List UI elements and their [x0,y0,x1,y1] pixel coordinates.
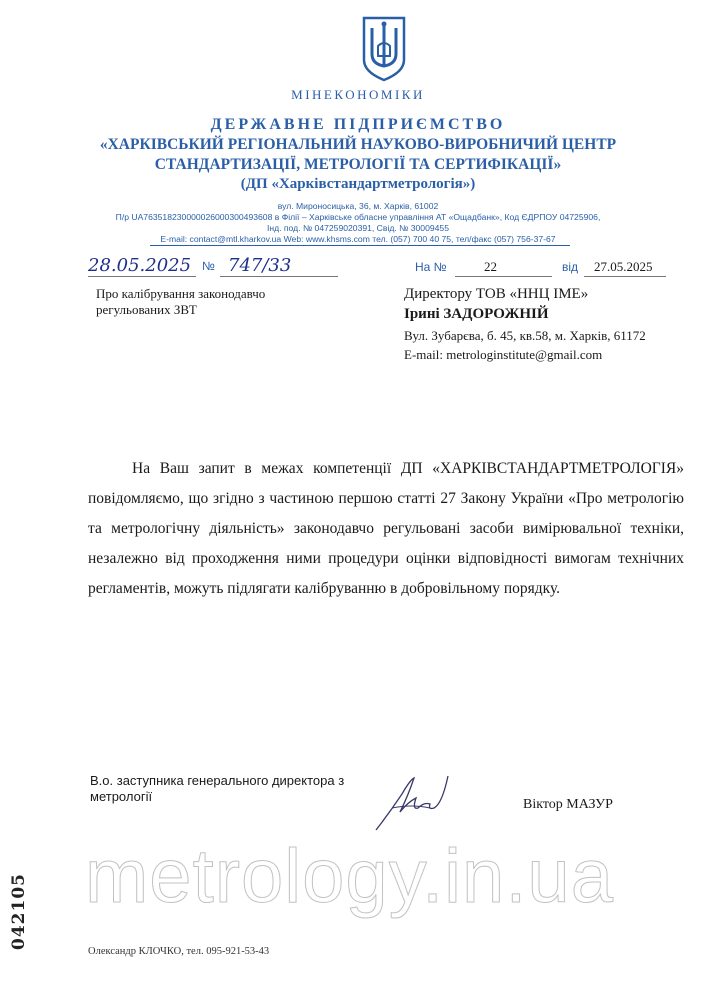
outgoing-date-underline [88,276,196,277]
outgoing-number-label: № [202,259,215,273]
incoming-number-underline [455,276,552,277]
signatory-position: В.о. заступника генерального директора з метрології [90,773,345,804]
incoming-date: 27.05.2025 [594,259,653,274]
requisites-tax: Інд. под. № 047259020391, Свід. № 30009455 [266,223,449,233]
org-title-line-3: СТАНДАРТИЗАЦІЇ, МЕТРОЛОГІЇ ТА СЕРТИФІКАЦІЇ» [154,156,562,173]
letter-body [88,454,684,604]
requisites-address: вул. Мироносицька, 36, м. Харків, 61002 [277,201,439,211]
coat-of-arms-icon [360,14,408,82]
incoming-number-label: На № [415,260,447,274]
signatory-name: Віктор МАЗУР [523,797,613,812]
org-title-line-2: «ХАРКІВСЬКИЙ РЕГІОНАЛЬНИЙ НАУКОВО-ВИРОБНИЧИЙ ЦЕНТР [99,136,617,153]
requisites-contacts: E-mail: contact@mtl.kharkov.ua Web: www.khsms.com тел. (057) 700 40 75, тел/факс (057) 756-37-67 [160,234,556,244]
header-divider [150,245,570,246]
letter-subject: Про калібрування законодавчо регульованих ЗВТ [96,286,266,317]
recipient-email: E-mail: metrologinstitute@gmail.com [404,347,603,362]
incoming-date-label: від [562,260,579,274]
incoming-number: 22 [484,259,497,274]
recipient-name: Ірині ЗАДОРОЖНІЙ [404,306,549,322]
recipient-address: Вул. Зубарєва, б. 45, кв.58, м. Харків, 61172 [404,328,646,343]
outgoing-number: 747/33 [228,255,292,276]
outgoing-date: 28.05.2025 [88,255,192,276]
requisites-bank: П/р UA763518230000026000300493608 в Філії – Харківське обласне управління АТ «Ощадбанк», Код ЄДРПОУ 04725906, [115,212,601,222]
recipient-position: Директору ТОВ «ННЦ ІМЕ» [404,286,589,302]
org-title-line-1: ДЕРЖАВНЕ ПІДПРИЄМСТВО [210,116,506,133]
body-paragraph: На Ваш запит в межах компетенції ДП «ХАРКІВСТАНДАРТМЕТРОЛОГІЯ» повідомляємо, що згідно з частиною першою статті 27 Закону України «Про метрологію та метрологічну діяльність» законодавчо регульовані засоби вимірювальної техніки, незалежно від проходження ними процедури оцінки відповідності вимогам технічних регламентів, можуть підлягати калібруванню в добровільному порядку. [88,460,684,597]
executor-contact: Олександр КЛОЧКО, тел. 095-921-53-43 [88,946,270,957]
outgoing-number-underline [220,276,338,277]
registration-number: 042105 [9,873,29,950]
ministry-name: МІНЕКОНОМІКИ [291,87,425,102]
org-short-name: (ДП «Харківстандартметрологія») [240,176,476,192]
handwritten-signature-icon [372,772,452,834]
incoming-date-underline [584,276,666,277]
watermark: metrology.in.ua [85,834,614,919]
